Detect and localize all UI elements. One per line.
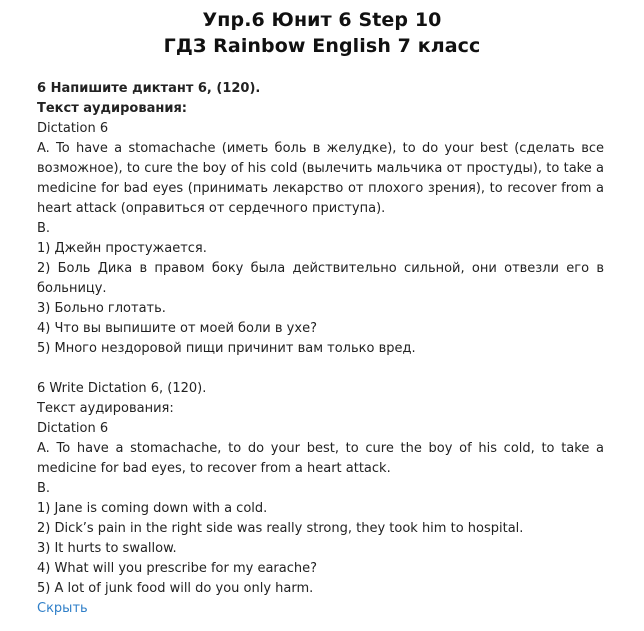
russian-sentence-5: 5) Много нездоровой пищи причинит вам только вред. bbox=[37, 341, 416, 356]
english-listening-label: Текст аудирования: bbox=[37, 401, 174, 416]
russian-part-a: A. To have a stomachache (иметь боль в желудке), to do your best (сделать все возможное), to cure the boy of his cold (вылечить мальчика от простуды), to take a medicine for bad eyes (принимать лекарство от плохого зрения), to recover from a heart attack (оправиться от сердечного приступа). bbox=[37, 141, 604, 216]
section-spacer bbox=[37, 359, 604, 379]
russian-sentence-2: 2) Боль Дика в правом боку была действительно сильной, они отвезли его в больницу. bbox=[37, 261, 604, 296]
russian-sentence-4: 4) Что вы выпишите от моей боли в ухе? bbox=[37, 321, 317, 336]
answer-content bbox=[37, 79, 604, 619]
russian-part-b-label: B. bbox=[37, 221, 51, 236]
english-task-heading: 6 Write Dictation 6, (120). bbox=[37, 381, 207, 396]
english-part-a: A. To have a stomachache, to do your best, to cure the boy of his cold, to take a medicine for bad eyes, to recover from a heart attack. bbox=[37, 441, 604, 476]
page-title-line1: Упр.6 Юнит 6 Step 10 bbox=[202, 9, 442, 31]
russian-dictation-label: Dictation 6 bbox=[37, 121, 109, 136]
russian-sentence-3: 3) Больно глотать. bbox=[37, 301, 166, 316]
english-sentence-1: 1) Jane is coming down with a cold. bbox=[37, 501, 268, 516]
russian-sentence-1: 1) Джейн простужается. bbox=[37, 241, 207, 256]
english-sentence-5: 5) A lot of junk food will do you only harm. bbox=[37, 581, 314, 596]
english-sentence-4: 4) What will you prescribe for my earache? bbox=[37, 561, 318, 576]
hide-answer-link[interactable]: Скрыть bbox=[37, 601, 88, 616]
english-sentence-2: 2) Dick’s pain in the right side was really strong, they took him to hospital. bbox=[37, 521, 524, 536]
english-section bbox=[37, 379, 604, 599]
english-dictation-label: Dictation 6 bbox=[37, 421, 109, 436]
english-sentence-3: 3) It hurts to swallow. bbox=[37, 541, 177, 556]
page-title-line2: ГДЗ Rainbow English 7 класс bbox=[163, 35, 481, 57]
russian-listening-label: Текст аудирования: bbox=[37, 101, 188, 116]
russian-section bbox=[37, 79, 604, 359]
english-part-b-label: B. bbox=[37, 481, 51, 496]
russian-task-heading: 6 Напишите диктант 6, (120). bbox=[37, 81, 261, 96]
